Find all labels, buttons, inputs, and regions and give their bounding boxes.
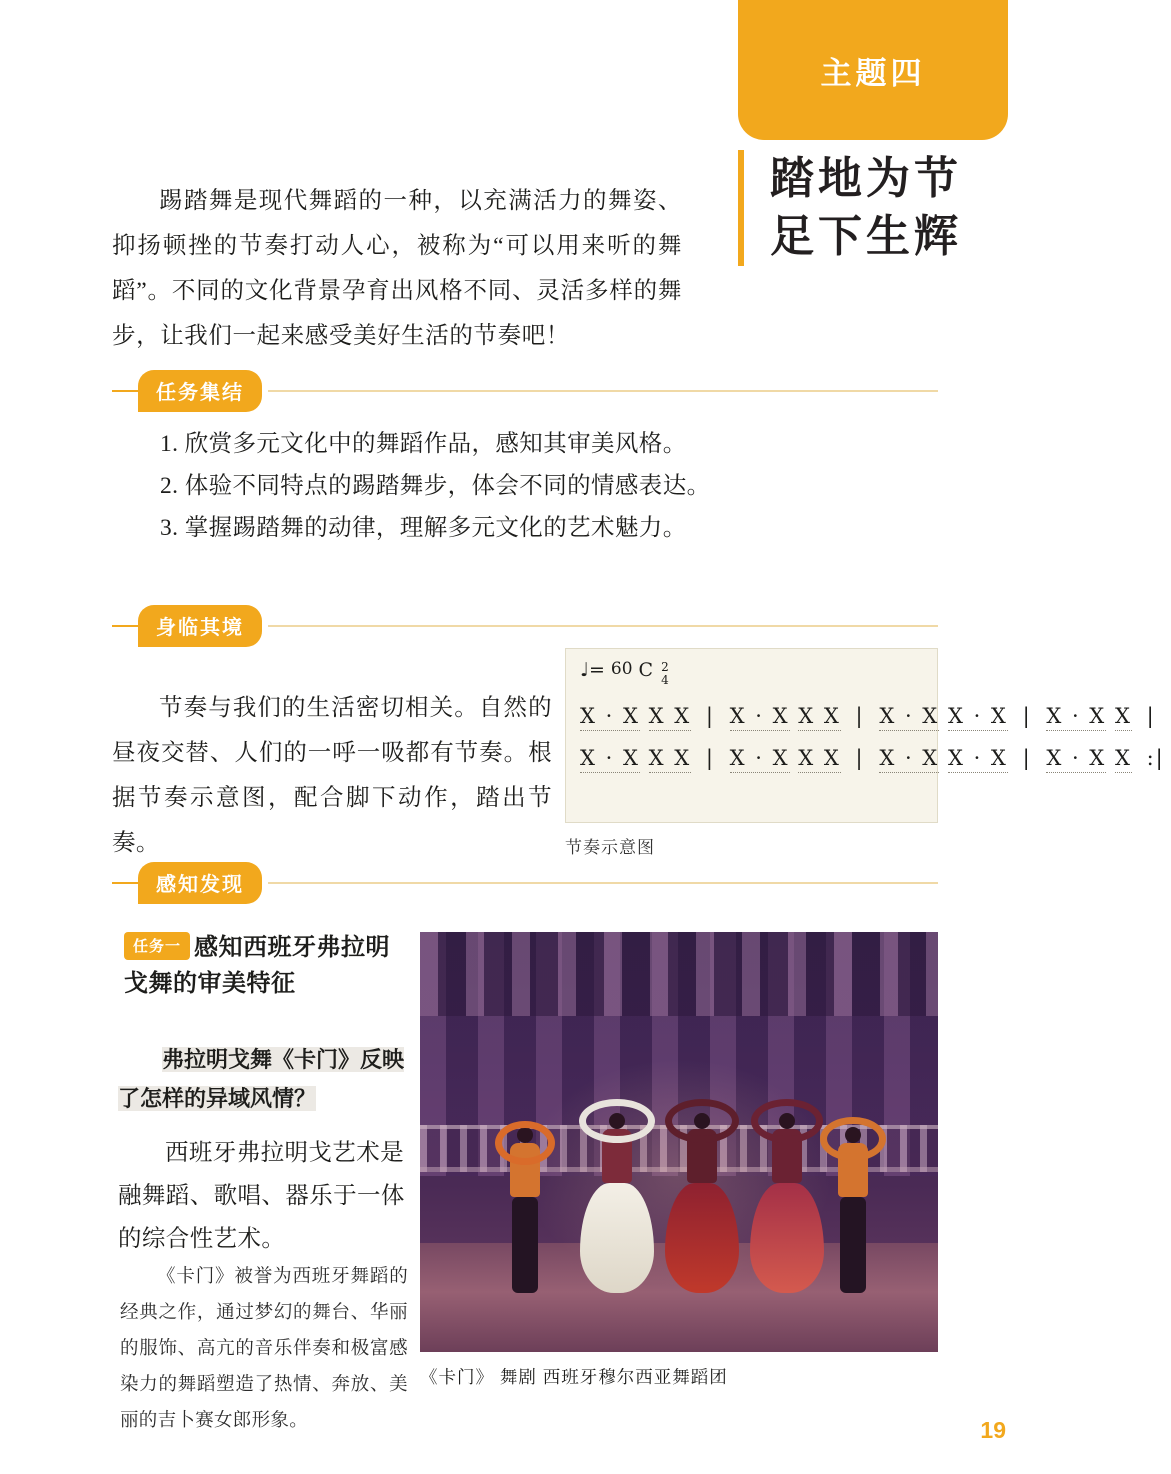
- dancer-figure: [510, 1127, 540, 1293]
- theme-label: 主题四: [820, 55, 926, 91]
- list-item: 3. 掌握踢踏舞的动律，理解多元文化的艺术魅力。: [160, 514, 687, 541]
- page-title-line-2: 足下生辉: [770, 212, 962, 262]
- time-signature: [659, 661, 669, 686]
- rhythm-cell: X · X: [879, 746, 939, 773]
- rhythm-cell: X: [1115, 704, 1132, 731]
- repeat-barline: :|: [1146, 746, 1165, 771]
- section-tag-tasks: 任务集结: [138, 370, 262, 412]
- rhythm-cell: X · X: [948, 746, 1008, 773]
- barline: |: [855, 746, 865, 771]
- dancer-figure: [580, 1113, 654, 1293]
- rhythm-cell: X X: [798, 746, 841, 773]
- barline: |: [705, 746, 715, 771]
- rhythm-cell: X · X: [1046, 746, 1106, 773]
- rhythm-cell: X · X: [580, 746, 640, 773]
- time-signature-top: 2: [661, 660, 669, 674]
- rhythm-cell: X · X: [730, 746, 790, 773]
- rhythm-cell: X: [1115, 746, 1132, 773]
- time-signature-bottom: 4: [661, 672, 669, 687]
- section-heading-perceive: [112, 862, 938, 904]
- figure-caption: 节奏示意图: [565, 838, 655, 857]
- section-tag-perceive: 感知发现: [138, 862, 262, 904]
- heading-lead-rule: [112, 882, 138, 884]
- tempo-value: 60: [610, 659, 633, 679]
- note-paragraph: 《卡门》被誉为西班牙舞蹈的经典之作，通过梦幻的舞台、华丽的服饰、高亢的音乐伴奏和极富感染力的舞蹈塑造了热情、奔放、美丽的吉卜赛女郎形象。: [120, 1266, 408, 1431]
- theme-banner: [738, 0, 1008, 140]
- barline: |: [1146, 704, 1156, 729]
- question-text: 弗拉明戈舞《卡门》反映了怎样的异域风情？: [118, 1047, 405, 1112]
- task-heading: [124, 930, 414, 1002]
- page-title-line-1: 踏地为节: [770, 154, 962, 203]
- tempo-note: ♩=: [580, 659, 605, 681]
- task-title: 感知西班牙弗拉明戈舞的审美特征: [124, 934, 391, 997]
- rhythm-cell: X · X: [1046, 704, 1106, 731]
- body-paragraph: 西班牙弗拉明戈艺术是融舞蹈、歌唱、器乐于一体的综合性艺术。: [118, 1139, 405, 1253]
- rhythm-cell: X · X: [948, 704, 1008, 731]
- barline: |: [1022, 704, 1032, 729]
- rhythm-row-1: [580, 704, 1156, 729]
- dancer-figure: [665, 1113, 739, 1293]
- rhythm-cell: X · X: [580, 704, 640, 731]
- rhythm-notation: [565, 648, 1165, 823]
- photo-caption: 《卡门》 舞剧 西班牙穆尔西亚舞蹈团: [420, 1367, 728, 1387]
- section-heading-immersive: [112, 605, 938, 647]
- rhythm-cell: X · X: [730, 704, 790, 731]
- rhythm-cell: X X: [649, 746, 692, 773]
- dancer-figure: [750, 1113, 824, 1293]
- section-tag-immersive: 身临其境: [138, 605, 262, 647]
- rhythm-row-2: [580, 746, 1165, 771]
- rhythm-cell: X X: [798, 704, 841, 731]
- photo-figure: [420, 932, 938, 1389]
- barline: |: [855, 704, 865, 729]
- page-number: 19: [980, 1417, 1006, 1443]
- task-list: [160, 424, 860, 549]
- list-item: 1. 欣赏多元文化中的舞蹈作品，感知其审美风格。: [160, 431, 687, 457]
- performance-photo: [420, 932, 938, 1352]
- heading-lead-rule: [112, 390, 138, 392]
- heading-rule: [268, 625, 938, 627]
- rhythm-cell: X X: [649, 704, 692, 731]
- tempo-marking: [580, 661, 923, 686]
- photo-backdrop-arches: [420, 932, 938, 1016]
- page-title: [738, 150, 988, 266]
- intro-paragraph: 踢踏舞是现代舞蹈的一种，以充满活力的舞姿、抑扬顿挫的节奏打动人心，被称为“可以用来听的舞蹈”。不同的文化背景孕育出风格不同、灵活多样的舞步，让我们一起来感受美好生活的节奏吧！: [112, 187, 682, 349]
- status-badge: 任务一: [124, 932, 190, 960]
- rhythm-cell: X · X: [879, 704, 939, 731]
- rhythm-figure: [565, 648, 1165, 858]
- heading-lead-rule: [112, 625, 138, 627]
- dancer-figure: [838, 1127, 868, 1293]
- barline: |: [1022, 746, 1032, 771]
- question-prompt: [118, 1040, 410, 1118]
- section-heading-tasks: [112, 370, 938, 412]
- list-item: 2. 体验不同特点的踢踏舞步，体会不同的情感表达。: [160, 472, 711, 499]
- immersive-paragraph: 节奏与我们的生活密切相关。自然的昼夜交替、人们的一呼一吸都有节奏。根据节奏示意图，配合脚下动作，踏出节奏。: [112, 694, 552, 856]
- heading-rule: [268, 390, 938, 392]
- barline: |: [705, 704, 715, 729]
- heading-rule: [268, 882, 938, 884]
- clef-symbol: C: [638, 659, 654, 681]
